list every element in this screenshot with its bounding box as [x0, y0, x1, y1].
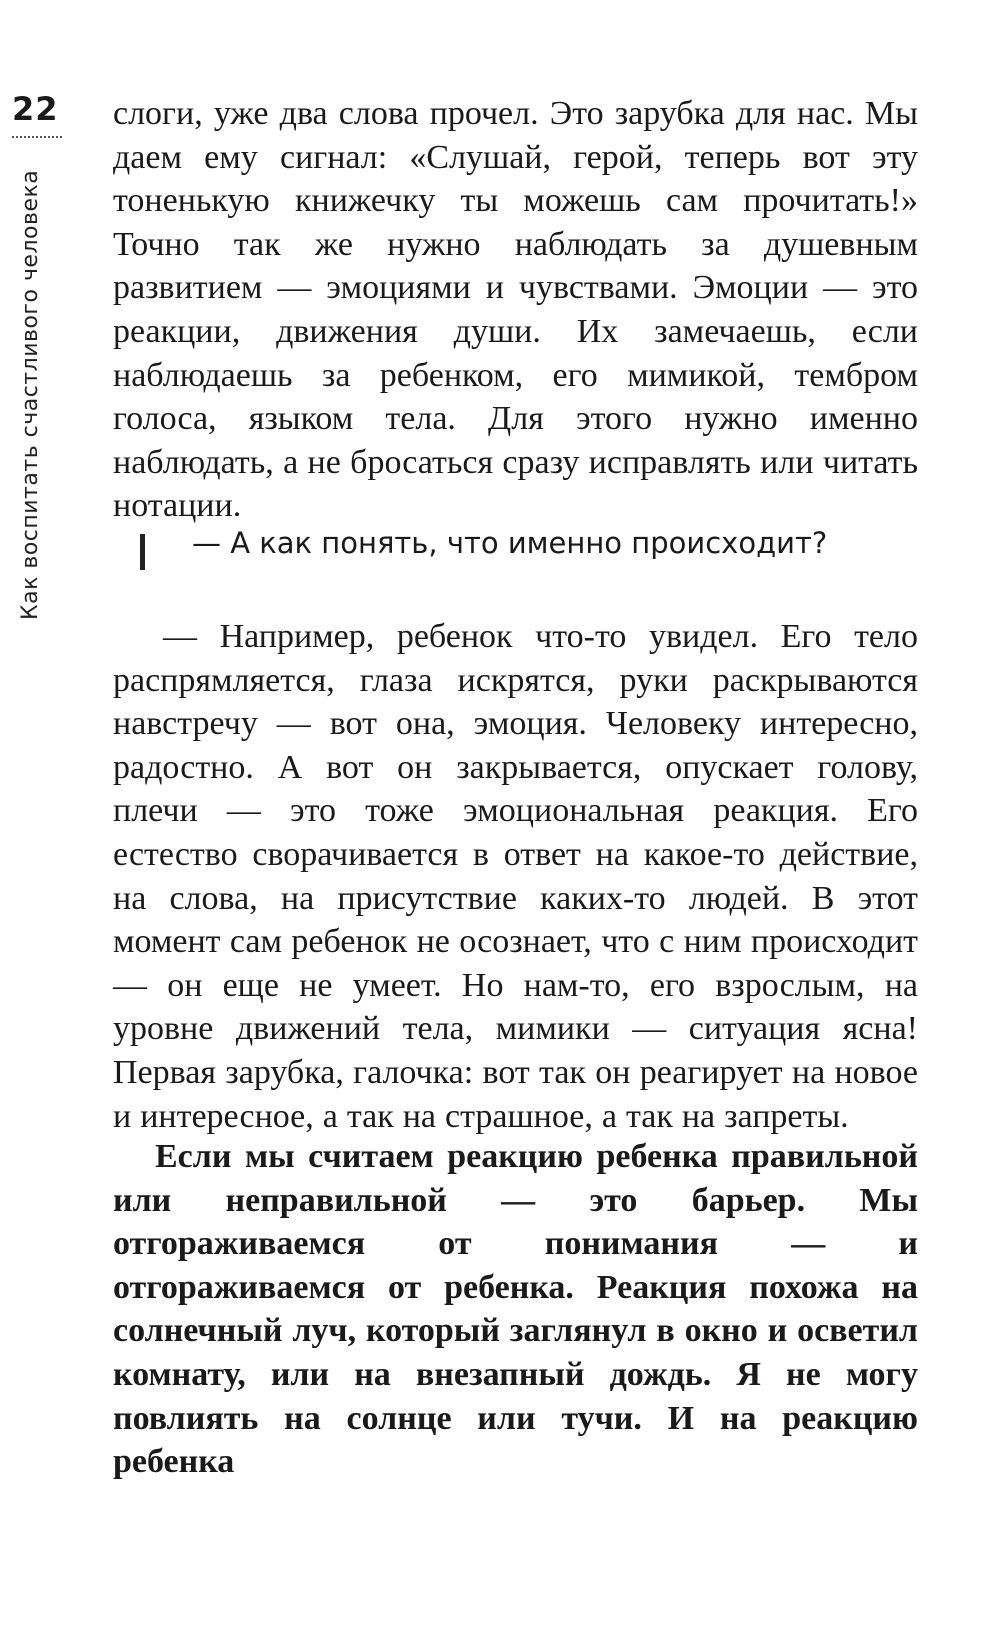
paragraph-2: — Например, ребенок что-то увидел. Его тело распрямляется, глаза искрятся, руки раскрываются навстречу — вот она, эмоция. Человеку интересно, радостно. А вот он закрывается, опускает голову, плечи — это тоже эмоциональная реакция. Его естество сворачивается в ответ на какое-то действие, на слова, на присутствие каких-то людей. В этот момент сам ребенок не осознает, что с ним происходит — он еще не умеет. Но нам-то, его взрослым, на уровне движений тела, мимики — ситуация ясна! Первая зарубка, галочка: вот так он реагирует на новое и интересное, а так на страшное, а так на запреты. [113, 618, 918, 1135]
page-number-rule [12, 136, 62, 138]
running-head: Как воспитать счастливого человека [18, 169, 43, 620]
interview-question: — А как понять, что именно происходит? [192, 526, 828, 560]
paragraph-3-bold: Если мы считаем реакцию ребенка правильной или неправильной — это барьер. Мы отгораживаемся от понимания — и отгораживаемся от ребенка. Реакция похожа на солнечный луч, который заглянул в окно и осветил комнату, или на внезапный дождь. Я не могу повлиять на солнце или тучи. И на реакцию ребенка [113, 1138, 918, 1481]
question-marker-bar [140, 534, 145, 570]
paragraph-1: слоги, уже два слова прочел. Это зарубка для нас. Мы даем ему сигнал: «Слушай, герой, теперь вот эту тоненькую книжечку ты можешь сам прочитать!» Точно так же нужно наблюдать за душевным развитием — эмоциями и чувствами. Эмоции — это реакции, движения души. Их замечаешь, если наблюдаешь за ребенком, его мимикой, тембром голоса, языком тела. Для этого нужно именно наблюдать, а не бросаться сразу исправлять или читать нотации. [113, 95, 918, 525]
page-number: 22 [12, 90, 59, 128]
